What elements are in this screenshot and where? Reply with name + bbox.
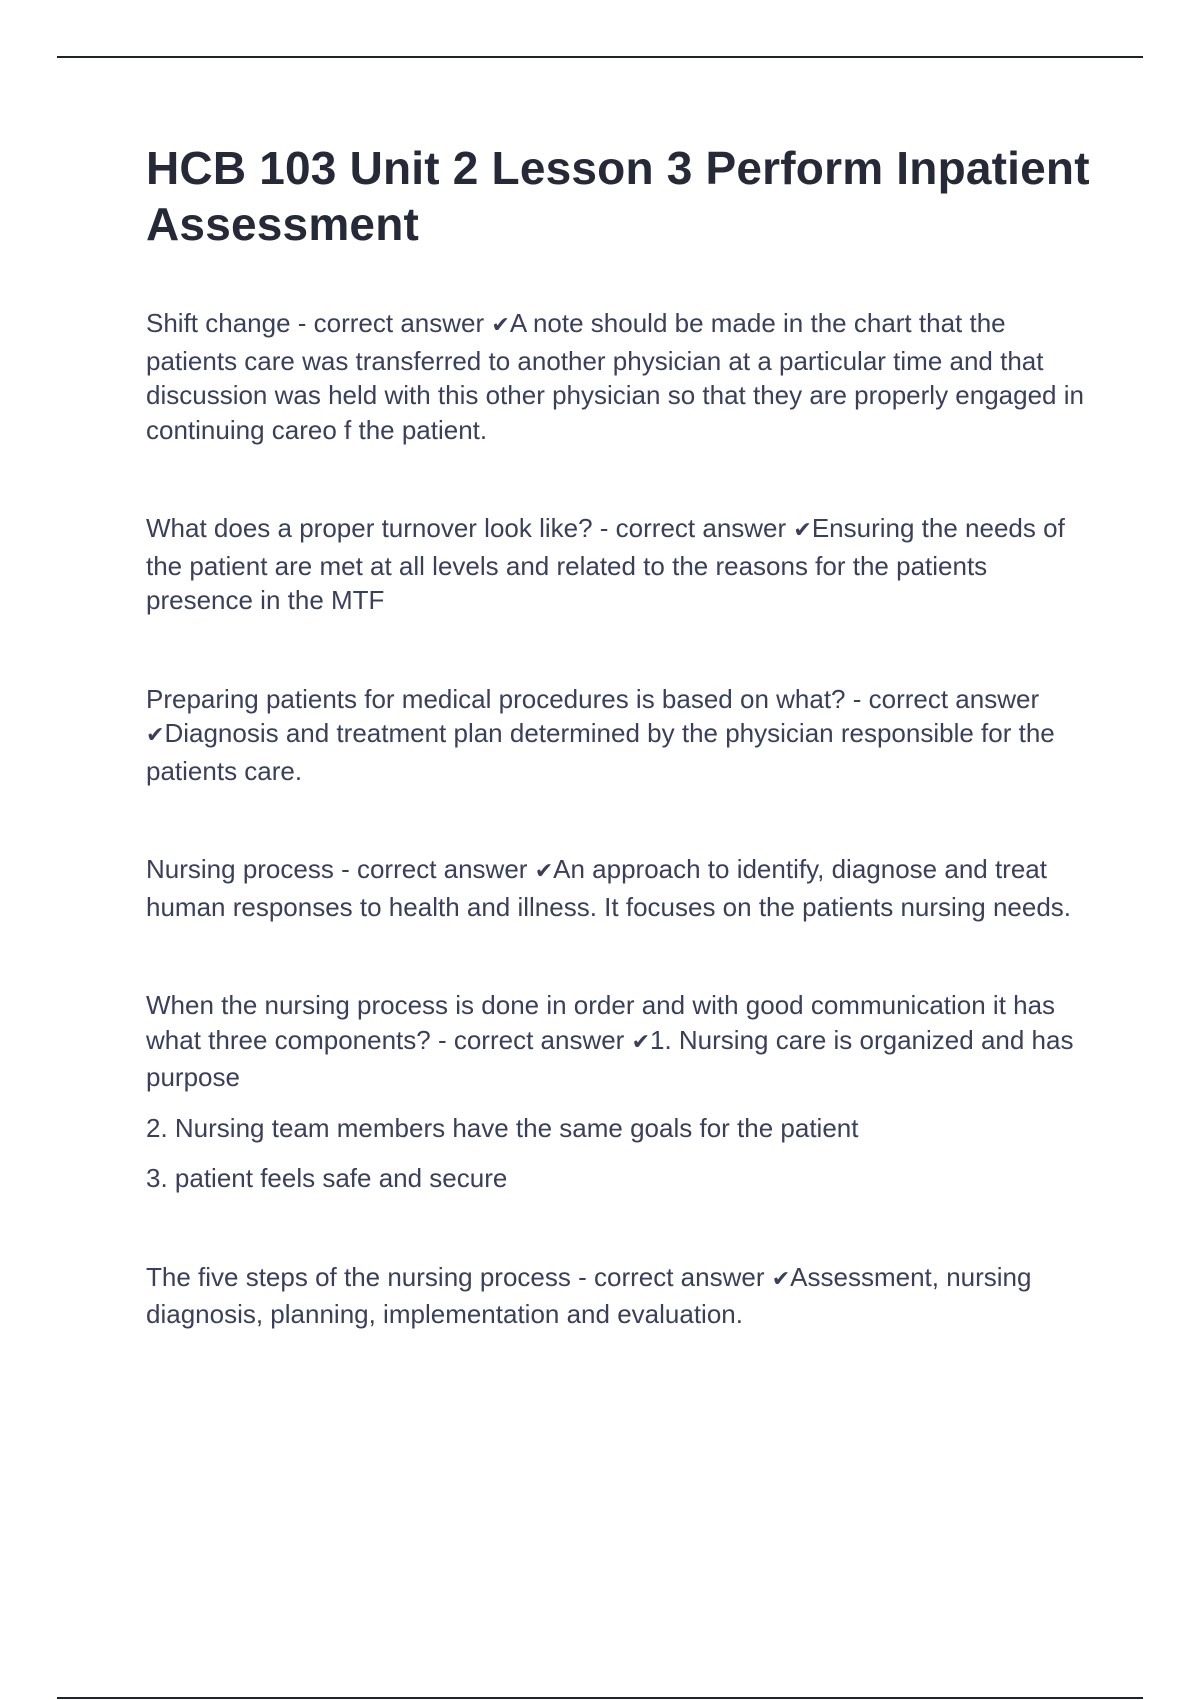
checkmark-icon: ✔ (631, 1029, 650, 1055)
answer-text: Ensuring the needs of the patient are met at all levels and related to the reasons for the patients presence in the MTF (146, 513, 1065, 615)
qa-entry (146, 511, 1096, 618)
checkmark-icon: ✔ (793, 518, 812, 543)
answer-text: 1. Nursing care is organized and has purpose (146, 1024, 1074, 1092)
qa-entry (146, 852, 1096, 924)
qa-text (146, 511, 1096, 618)
answer-list-item: 3. patient feels safe and secure (146, 1163, 508, 1193)
question-text: Preparing patients for medical procedures is based on what? - correct answer (146, 683, 1040, 714)
qa-text (146, 306, 1096, 447)
question-text: Nursing process - correct answer (146, 854, 535, 884)
document-title: HCB 103 Unit 2 Lesson 3 Perform Inpatient Assessment (146, 142, 1090, 250)
checkmark-icon: ✔ (146, 723, 165, 748)
top-divider (57, 56, 1143, 58)
document-body (146, 140, 1096, 1396)
qa-entry (146, 682, 1096, 789)
answer-text: An approach to identify, diagnose and treat human responses to health and illness. It focuses on the patients nursing needs. (146, 854, 1072, 922)
qa-list (146, 306, 1096, 1332)
question-text: When the nursing process is done in order and with good communication it has what three components? - correct answer (146, 990, 1056, 1055)
answer-text: Diagnosis and treatment plan determined by the physician responsible for the patients care. (146, 718, 1055, 786)
question-text: Shift change - correct answer (146, 308, 492, 338)
checkmark-icon: ✔ (491, 313, 510, 338)
answer-list-item: 2. Nursing team members have the same goals for the patient (146, 1112, 859, 1143)
question-text: The five steps of the nursing process - correct answer (146, 1261, 772, 1292)
answer-text: A note should be made in the chart that the patients care was transferred to another physician at a particular time and that discussion was held with this other physician so that they are properly engaged in continuing careo f the patient. (146, 308, 1084, 445)
qa-entry (146, 988, 1096, 1196)
qa-entry (146, 1260, 1096, 1332)
qa-text (146, 682, 1096, 789)
answer-text: Assessment, nursing diagnosis, planning, implementation and evaluation. (146, 1261, 1032, 1329)
qa-text (146, 1260, 1096, 1332)
qa-text (146, 852, 1096, 924)
qa-text (146, 988, 1096, 1095)
qa-entry (146, 306, 1096, 447)
question-text: What does a proper turnover look like? - correct answer (146, 513, 794, 543)
bottom-divider (57, 1697, 1143, 1699)
checkmark-icon: ✔ (534, 859, 554, 884)
checkmark-icon: ✔ (771, 1266, 791, 1292)
